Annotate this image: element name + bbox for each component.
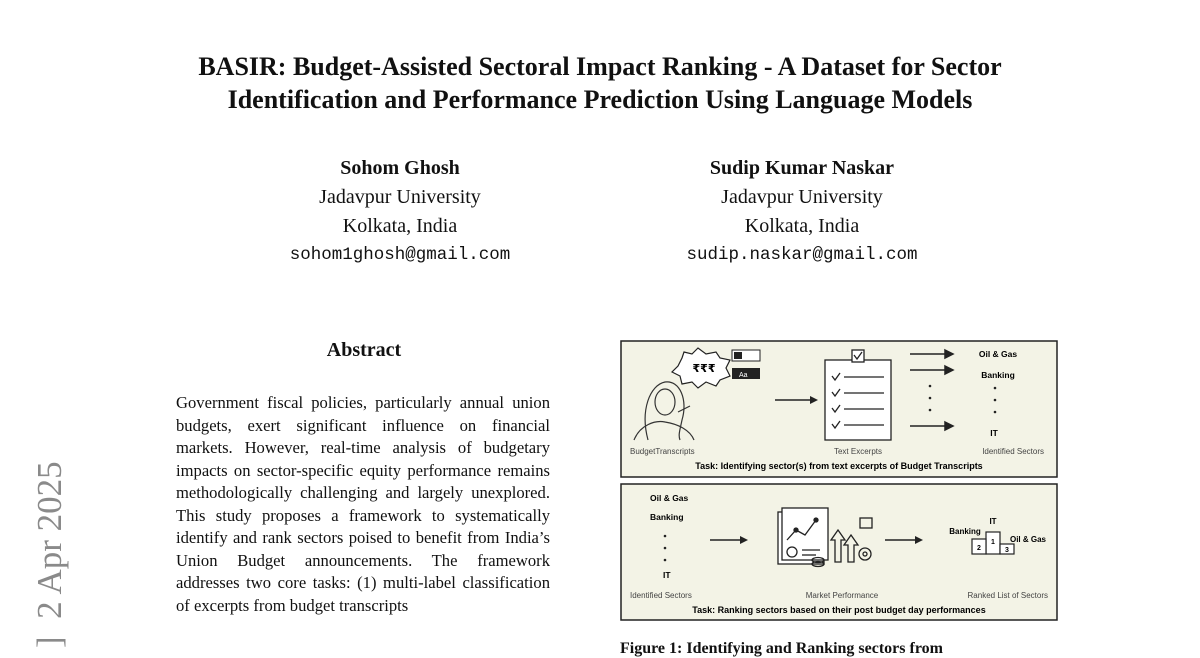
subtitle-badge-icon: [732, 368, 760, 379]
author-affiliation: Jadavpur University: [721, 186, 883, 208]
badge-aa: Aa: [739, 372, 748, 379]
sector-oil-gas: Oil & Gas: [978, 349, 1018, 359]
rupee-symbols: ₹₹₹: [692, 363, 716, 375]
author-location: Kolkata, India: [744, 215, 860, 237]
document-icon: [825, 350, 891, 440]
arxiv-date-stamp: ] 2 Apr 2025: [30, 461, 69, 648]
title-line-1: BASIR: Budget-Assisted Sectoral Impact Ranking - A Dataset for Sector: [198, 52, 1002, 81]
sector-banking-2: Banking: [650, 512, 684, 522]
label-budget-transcripts: BudgetTranscripts: [630, 447, 695, 456]
abstract-body: Government fiscal policies, particularly annual union budgets, exert significant influence on financial markets. However, real-time analysis of budgetary impacts on sector-specific equity performance remains methodologically challenging and largely unexplored. This study proposes a framework to systematically identify and rank sectors poised to benefit from India’s Union Budget announcements. The framework addresses two core tasks: (1) multi-label classification of excerpts from budget transcripts: [176, 393, 550, 615]
author-email: sudip.naskar@gmail.com: [686, 245, 918, 265]
podium-oil-gas: Oil & Gas: [1009, 535, 1047, 544]
author-name: Sudip Kumar Naskar: [709, 157, 895, 179]
rank-1: 1: [991, 539, 995, 546]
author-name: Sohom Ghosh: [340, 157, 460, 179]
audio-badge-icon: [732, 350, 760, 361]
figure-caption: Figure 1: Identifying and Ranking sectors from: [620, 640, 943, 657]
figure-1: [620, 340, 1058, 622]
label-market-performance: Market Performance: [805, 591, 879, 600]
podium-banking: Banking: [949, 527, 981, 536]
author-location: Kolkata, India: [342, 215, 458, 237]
abstract-heading: Abstract: [326, 339, 402, 361]
author-1: [230, 154, 570, 270]
podium-it: IT: [989, 517, 997, 526]
author-affiliation: Jadavpur University: [319, 186, 481, 208]
task-1-caption: Task: Identifying sector(s) from text excerpts of Budget Transcripts: [695, 461, 983, 471]
sector-banking: Banking: [981, 370, 1015, 380]
sector-it: IT: [990, 428, 998, 438]
sector-it-2: IT: [663, 570, 671, 580]
figure-diagram: [620, 340, 1058, 622]
author-2: [632, 154, 972, 270]
label-text-excerpts: Text Excerpts: [833, 447, 883, 456]
rank-2: 2: [977, 545, 981, 552]
author-email: sohom1ghosh@gmail.com: [289, 245, 511, 265]
rank-3: 3: [1005, 547, 1009, 554]
task-2-caption: Task: Ranking sectors based on their post budget day performances: [692, 605, 986, 615]
label-identified-sectors-2: Identified Sectors: [630, 591, 692, 600]
paper-title: [100, 50, 1100, 116]
label-identified-sectors: Identified Sectors: [982, 447, 1044, 456]
sector-oil-gas-2: Oil & Gas: [650, 493, 689, 503]
label-ranked-list: Ranked List of Sectors: [967, 591, 1048, 600]
title-line-2: Identification and Performance Prediction Using Language Models: [227, 85, 973, 114]
